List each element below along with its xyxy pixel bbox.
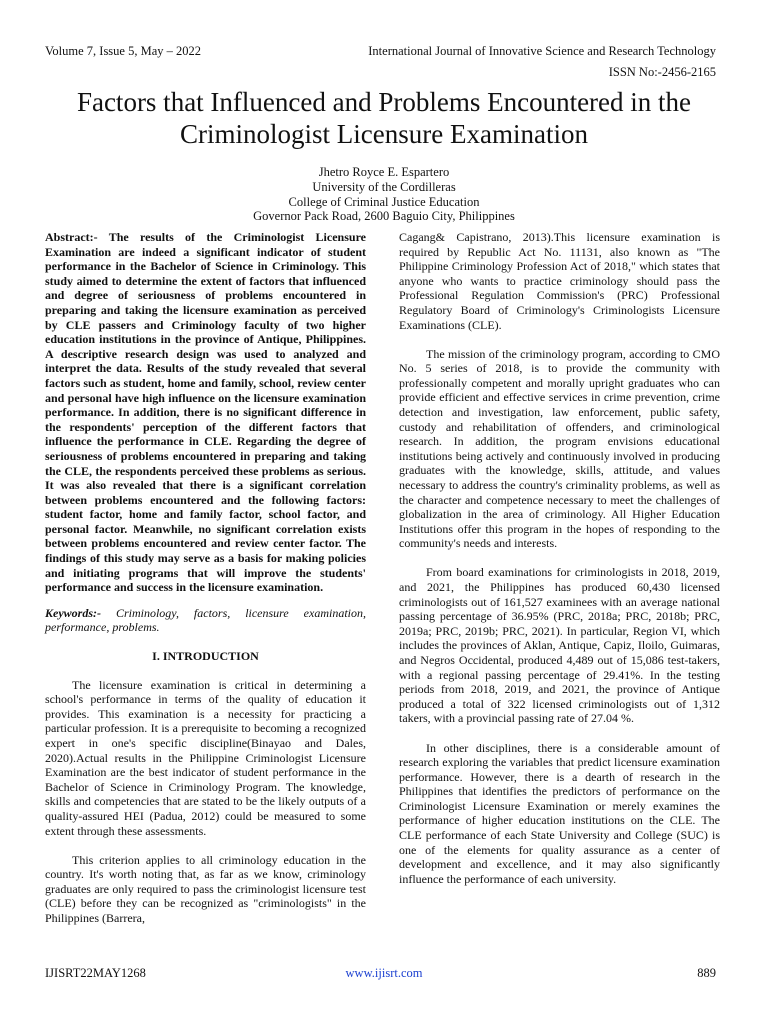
right-paragraph-2: The mission of the criminology program, according to CMO No. 5 series of 2018, is to provide the community with professionally competent and morally upright graduates who can provide efficient and effective services in crime prevention, crime detection and investigation, law enforcement, public safety, custody and rehabilitation of offenders, and criminological research. In addition, the program envisions educational institutions being actively and continuously involved in producing graduates with the knowledge, skills, attitude, and values necessary to address the country's criminality problems, as well as the character and competence necessary to meet the challenges of globalization in the area of criminology. All Higher Education Institutions offer this program in the hopes of responding to the community's needs and interests. xyxy=(399,346,720,551)
header-volume: Volume 7, Issue 5, May – 2022 xyxy=(45,44,202,58)
author-college: College of Criminal Justice Education xyxy=(288,194,480,209)
footer-url-link[interactable]: www.ijisrt.com xyxy=(345,966,423,980)
right-paragraph-3: From board examinations for criminologists in 2018, 2019, and 2021, the Philippines has produced 60,430 licensed criminologists out of 161,527 examinees with an average national passing percentage of 36.95% (PRC, 2018a; PRC, 2018b; PRC, 2019a; PRC, 2019b; PRC, 2021). In particular, Region VI, which includes the provinces of Aklan, Antique, Capiz, Iloilo, Guimaras, and Negros Occidental, produced 4,489 out of 15,086 test-takers, with a regional passing percentage of 29.41%. In the testing periods from 2018, 2019, and 2021, the province of Antique produced a total of 322 licensed criminologists out of 1,312 takers, with a provincial passing rate of 27.04 %. xyxy=(399,565,720,726)
keywords-text: Criminology, factors, licensure examination, performance, problems. xyxy=(45,605,366,635)
author-address: Governor Pack Road, 2600 Baguio City, Philippines xyxy=(253,209,515,224)
intro-paragraph-1: The licensure examination is critical in determining a school's performance in terms of the quality of education it provides. This examination is a necessity for practicing a particular profession. It is a prerequisite to becoming a recognized expert in one's specific discipline(Binayao and Dales, 2020).Actual results in the Philippine Criminologist Licensure Examination are the best indicator of student performance in the Bachelor of Science in Criminology Program. The knowledge, skills and competencies that are stated to be the likely outputs of a quality-assured HEI (Padua, 2012) could be measured to some extent through these assessments. xyxy=(45,677,366,838)
footer-code: IJISRT22MAY1268 xyxy=(45,966,146,980)
right-paragraph-1: Cagang& Capistrano, 2013).This licensure examination is required by Republic Act No. 11131, also known as "The Philippine Criminology Profession Act of 2018," which states that anyone who wants to practice criminology should pass the Professional Regulation Commission's (PRC) Professional Regulatory Board of Criminology's Criminologists Licensure Examinations (CLE). xyxy=(399,230,720,332)
section-heading-introduction: I. INTRODUCTION xyxy=(152,649,259,664)
header-issn: ISSN No:-2456-2165 xyxy=(608,65,716,79)
intro-paragraph-2: This criterion applies to all criminology education in the country. It's worth noting that, as far as we know, criminology graduates are only required to pass the criminologist licensure test (CLE) before they can be recognized as "criminologists" in the Philippines (Barrera, xyxy=(45,852,366,926)
header-journal: International Journal of Innovative Science and Research Technology xyxy=(368,44,716,58)
keywords xyxy=(45,606,366,635)
author-name: Jhetro Royce E. Espartero xyxy=(318,165,450,179)
abstract: Abstract:- The results of the Criminologist Licensure Examination are indeed a significant indicator of student performance in the Bachelor of Science in Criminology. This study aimed to determine the extent of factors that influenced and degree of seriousness of problems encountered in preparing and taking the licensure examination as perceived by CLE passers and Criminology faculty of two higher education institutions in the province of Antique, Philippines. A descriptive research design was used to analyzed and interpret the data. Results of the study revealed that several factors such as student, home and family, school, review center and personal have high influence on the licensure examination performance. In addition, there is no significant difference in the respondents' perception of the different factors that influence the performance in CLE. Regarding the degree of seriousness of problems encountered in preparing and taking the CLE, the respondents perceived these problems as serious. It was also revealed that there is a significant correlation between problems encountered and the following factors: student factor, home and family factor, school factor, and personal factor. Meanwhile, no significant correlation exists between problems encountered and review center factor. The findings of this study may serve as a basis for making policies and initiating programs that will improve the students' performance and success in the licensure examination. xyxy=(45,230,366,595)
footer-page-number: 889 xyxy=(697,966,716,980)
left-column xyxy=(45,230,366,926)
right-column xyxy=(399,230,720,886)
keywords-label: Keywords:- xyxy=(45,605,101,620)
paper-title: Factors that Influenced and Problems Encountered in the Criminologist Licensure Examination xyxy=(76,87,692,149)
author-block xyxy=(0,165,768,224)
author-university: University of the Cordilleras xyxy=(312,179,456,194)
right-paragraph-4: In other disciplines, there is a considerable amount of research exploring the variables that predict licensure examination performance. However, there is a dearth of research in the Philippines that identifies the predictors of performance on the Criminologist Licensure Examination or merely examines the performance of higher education institutions on the CLE. The CLE performance of each State University and College (SUC) is one of the elements for quality assurance as a center of development and excellence, and it may also significantly influence the performance of each university. xyxy=(399,740,720,886)
